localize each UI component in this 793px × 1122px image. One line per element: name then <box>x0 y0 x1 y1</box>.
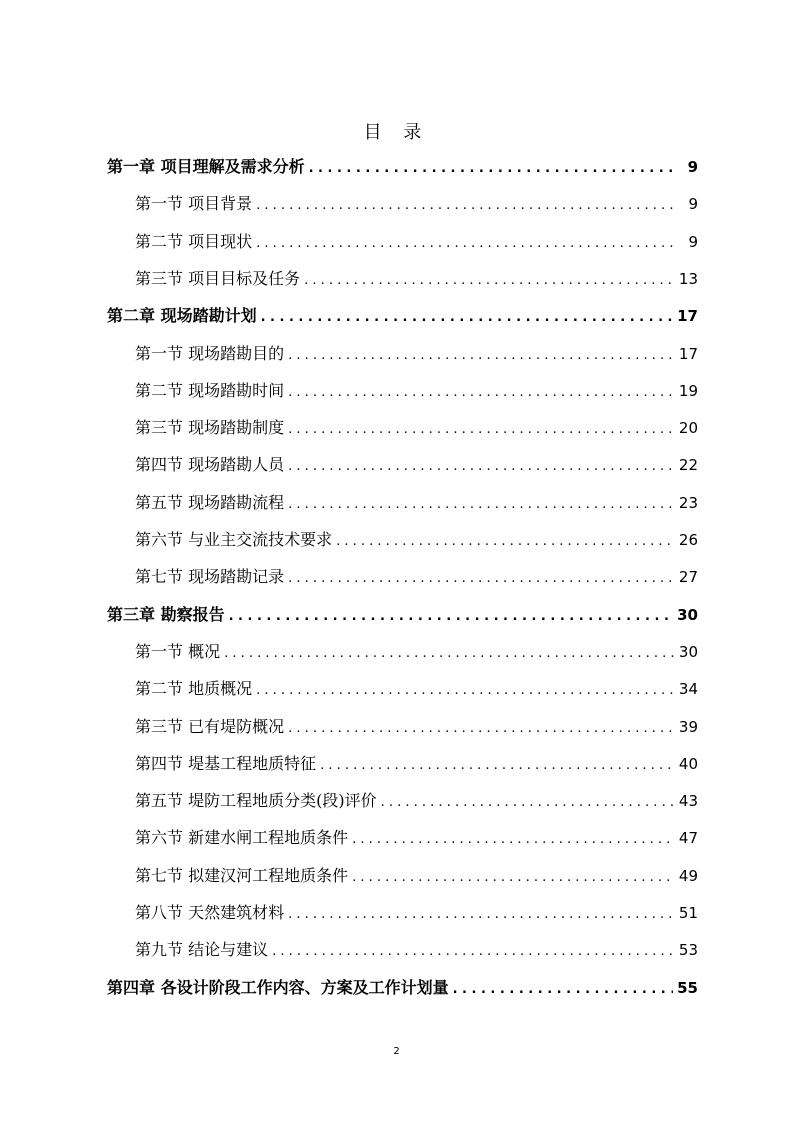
toc-section-entry[interactable] <box>135 825 698 848</box>
toc-entry-label: 第一章 项目理解及需求分析 <box>107 157 305 176</box>
toc-section-entry[interactable] <box>135 788 698 811</box>
toc-entry-page: 17 <box>677 307 698 326</box>
dot-leader <box>288 497 675 512</box>
toc-entry-page: 49 <box>678 866 698 885</box>
dot-leader <box>453 982 674 997</box>
toc-entry-label: 第一节 现场踏勘目的 <box>135 343 285 363</box>
toc-section-entry[interactable] <box>135 452 698 475</box>
toc-section-entry[interactable] <box>135 378 698 401</box>
toc-entry-page: 26 <box>678 531 698 549</box>
toc-entry-page: 22 <box>678 456 698 475</box>
toc-chapter-entry[interactable] <box>107 154 698 177</box>
dot-leader <box>381 795 675 810</box>
toc-section-entry[interactable] <box>135 341 698 364</box>
toc-entry-page: 19 <box>678 381 698 400</box>
toc-entry-label: 第五节 现场踏勘流程 <box>135 492 285 512</box>
toc-entry-label: 第三章 勘察报告 <box>107 604 225 624</box>
toc-entry-page: 53 <box>678 941 698 960</box>
toc-entry-label: 第八节 天然建筑材料 <box>135 903 285 922</box>
toc-section-entry[interactable] <box>135 229 698 252</box>
toc-section-entry[interactable] <box>135 527 698 550</box>
dot-leader <box>320 758 675 773</box>
toc-section-entry[interactable] <box>135 714 698 737</box>
toc-entry-page: 13 <box>678 269 698 288</box>
toc-section-entry[interactable] <box>135 900 698 923</box>
dot-leader <box>352 870 675 885</box>
toc-entry-label: 第一节 项目背景 <box>135 194 253 214</box>
toc-entry-page: 9 <box>688 195 698 214</box>
dot-leader <box>309 161 676 176</box>
toc-chapter-entry[interactable] <box>107 303 698 326</box>
toc-entry-label: 第一节 概况 <box>135 641 221 661</box>
toc-section-entry[interactable] <box>135 676 698 699</box>
toc-chapter-entry[interactable] <box>107 975 698 998</box>
toc-entry-page: 23 <box>678 493 698 512</box>
page-number: 2 <box>393 1046 400 1057</box>
toc-entry-label: 第四章 各设计阶段工作内容、方案及工作计划量 <box>107 977 449 997</box>
toc-entry-label: 第六节 新建水闸工程地质条件 <box>135 828 349 848</box>
toc-section-entry[interactable] <box>135 639 698 662</box>
dot-leader <box>224 646 675 661</box>
dot-leader <box>336 534 675 549</box>
toc-section-entry[interactable] <box>135 751 698 774</box>
dot-leader <box>256 198 676 213</box>
toc-section-entry[interactable] <box>135 863 698 886</box>
toc-entry-page: 39 <box>678 717 698 736</box>
dot-leader <box>288 721 675 736</box>
toc-section-entry[interactable] <box>135 937 698 960</box>
toc-entry-label: 第二节 项目现状 <box>135 231 253 251</box>
toc-section-entry[interactable] <box>135 415 698 438</box>
dot-leader <box>288 422 675 437</box>
toc-entry-page: 30 <box>677 605 698 624</box>
toc-section-entry[interactable] <box>135 191 698 214</box>
toc-entry-label: 第六节 与业主交流技术要求 <box>135 530 333 549</box>
toc-section-entry[interactable] <box>135 564 698 587</box>
toc-chapter-entry[interactable] <box>107 602 698 625</box>
toc-entry-label: 第三节 已有堤防概况 <box>135 716 285 736</box>
toc-entry-label: 第七节 现场踏勘记录 <box>135 567 285 587</box>
toc-entry-label: 第九节 结论与建议 <box>135 940 269 960</box>
dot-leader <box>261 310 674 325</box>
dot-leader <box>288 385 675 400</box>
dot-leader <box>288 459 675 474</box>
toc-entry-page: 55 <box>677 978 698 997</box>
toc-section-entry[interactable] <box>135 490 698 513</box>
toc-entry-page: 9 <box>688 232 698 251</box>
toc-entry-label: 第四节 现场踏勘人员 <box>135 455 285 475</box>
toc-entry-label: 第二节 地质概况 <box>135 679 253 699</box>
toc-entry-label: 第七节 拟建汉河工程地质条件 <box>135 865 349 885</box>
toc-entry-label: 第四节 堤基工程地质特征 <box>135 753 317 773</box>
toc-title: 目 录 <box>363 122 430 143</box>
dot-leader <box>256 236 676 251</box>
toc-entry-label: 第三节 现场踏勘制度 <box>135 418 285 438</box>
toc-entry-page: 51 <box>678 904 698 922</box>
dot-leader <box>288 907 675 922</box>
toc-entry-page: 30 <box>678 642 698 661</box>
toc-entry-label: 第五节 堤防工程地质分类(段)评价 <box>135 791 377 811</box>
toc-entry-page: 47 <box>678 829 698 848</box>
toc-entry-page: 20 <box>678 419 698 438</box>
toc-entry-label: 第二章 现场踏勘计划 <box>107 306 257 326</box>
dot-leader <box>352 832 675 847</box>
dot-leader <box>304 273 675 288</box>
toc-section-entry[interactable] <box>135 266 698 289</box>
dot-leader <box>229 609 674 624</box>
dot-leader <box>272 944 675 959</box>
toc-entry-page: 34 <box>678 680 698 699</box>
dot-leader <box>288 571 675 586</box>
dot-leader <box>256 683 675 698</box>
toc-entry-page: 17 <box>678 344 698 363</box>
toc-entry-page: 27 <box>678 568 698 587</box>
toc-entry-page: 40 <box>678 754 698 773</box>
toc-entry-label: 第三节 项目目标及任务 <box>135 268 301 288</box>
toc-entry-label: 第二节 现场踏勘时间 <box>135 380 285 400</box>
toc-entry-page: 43 <box>678 792 698 811</box>
dot-leader <box>288 348 675 363</box>
toc-entry-page: 9 <box>687 158 698 176</box>
